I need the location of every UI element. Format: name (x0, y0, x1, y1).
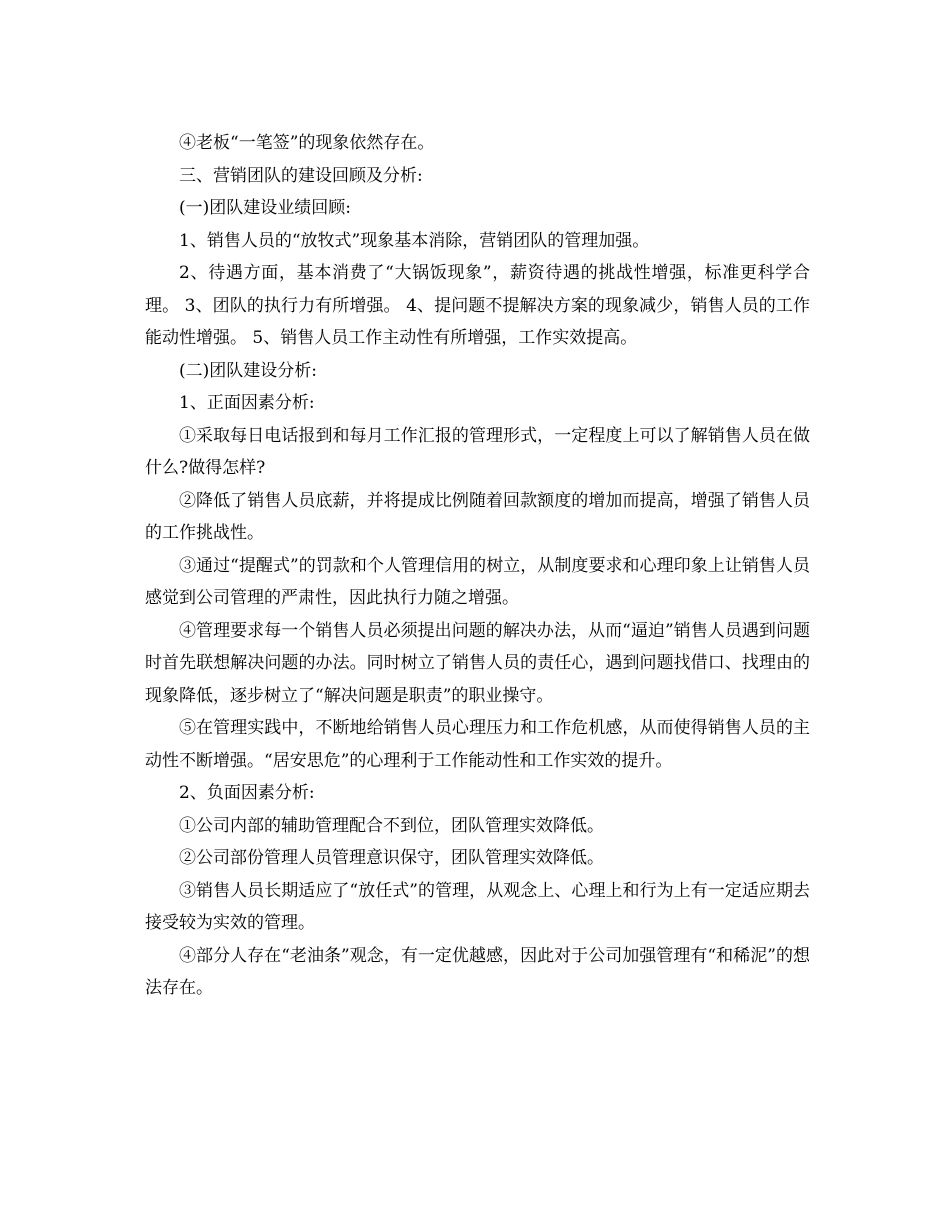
paragraph-positive-5: ⑤在管理实践中，不断地给销售人员心理压力和工作危机感，从而使得销售人员的主动性不断增强。“居安思危”的心理利于工作能动性和工作实效的提升。 (145, 718, 810, 771)
paragraph-positive-2: ②降低了销售人员底薪，并将提成比例随着回款额度的增加而提高，增强了销售人员的工作挑战性。 (145, 490, 810, 543)
heading-positive-factors: 1、正面因素分析: (179, 393, 315, 413)
paragraph-negative-1: ①公司内部的辅助管理配合不到位，团队管理实效降低。 (179, 815, 604, 836)
heading-negative-factors: 2、负面因素分析: (179, 783, 315, 803)
document-body (145, 127, 810, 1005)
subsection-heading-performance-review: (一)团队建设业绩回顾: (179, 198, 351, 218)
paragraph-review-items-2-5: 2、待遇方面，基本消费了“大锅饭现象”，薪资待遇的挑战性增强，标准更科学合理。 3、团队的执行力有所增强。 4、提问题不提解决方案的现象减少，销售人员的工作能动性增强。 5、销售人员工作主动性有所增强，工作实效提高。 (145, 263, 810, 348)
paragraph-negative-4: ④部分人存在“老油条”观念，有一定优越感，因此对于公司加强管理有“和稀泥”的想法存在。 (145, 945, 810, 998)
paragraph-positive-4: ④管理要求每一个销售人员必须提出问题的解决办法，从而“逼迫”销售人员遇到问题时首先联想解决问题的办法。同时树立了销售人员的责任心，遇到问题找借口、找理由的现象降低，逐步树立了“解决问题是职责”的职业操守。 (145, 620, 810, 706)
paragraph-negative-3: ③销售人员长期适应了“放任式”的管理，从观念上、心理上和行为上有一定适应期去接受较为实效的管理。 (145, 880, 810, 933)
paragraph-negative-2: ②公司部份管理人员管理意识保守，团队管理实效降低。 (179, 848, 604, 868)
section-heading-team-building: 三、营销团队的建设回顾及分析: (179, 165, 423, 186)
paragraph-positive-3: ③通过“提醒式”的罚款和个人管理信用的树立，从制度要求和心理印象上让销售人员感觉到公司管理的严肃性，因此执行力随之增强。 (145, 555, 810, 608)
paragraph-positive-1: ①采取每日电话报到和每月工作汇报的管理形式，一定程度上可以了解销售人员在做什么?做得怎样? (145, 425, 810, 478)
paragraph-boss-signature: ④老板“一笔签”的现象依然存在。 (179, 133, 435, 153)
subsection-heading-analysis: (二)团队建设分析: (179, 360, 317, 381)
paragraph-review-item-1: 1、销售人员的“放牧式”现象基本消除，营销团队的管理加强。 (179, 230, 650, 251)
